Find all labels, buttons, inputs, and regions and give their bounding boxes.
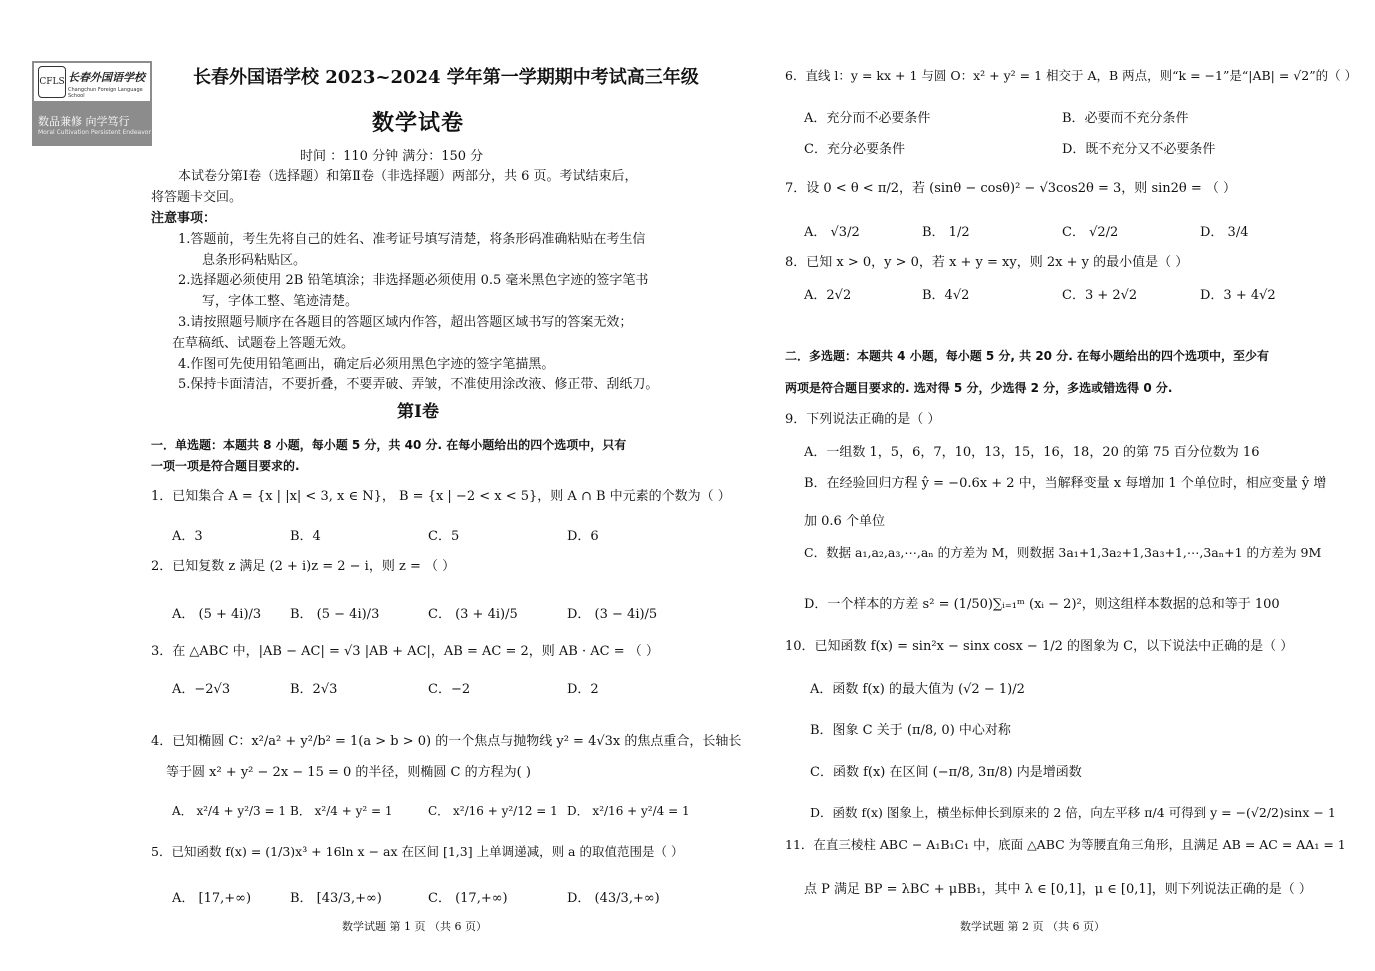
logo-motto-en: Moral Cultivation Persistent Endeavor (38, 129, 151, 136)
q1-option-d: D．6 (567, 529, 599, 544)
q7-stem: 7．设 0 < θ < π/2，若 (sinθ − cosθ)² − √3cos2θ = 3，则 sin2θ = （ ） (785, 181, 1237, 196)
q4-option-d: D． x²/16 + y²/4 = 1 (567, 804, 690, 818)
q5-stem: 5．已知函数 f(x) = (1/3)x³ + 16ln x − ax 在区间 [1,3] 上单调递减，则 a 的取值范围是（ ） (151, 844, 684, 859)
q4-stem-1: 4．已知椭圆 C：x²/a² + y²/b² = 1(a > b > 0) 的一个焦点与抛物线 y² = 4√3x 的焦点重合，长轴长 (151, 734, 742, 749)
q3-option-a: A．−2√3 (172, 682, 231, 697)
q9-stem: 9．下列说法正确的是（ ） (785, 412, 941, 427)
q4-option-b: B． x²/4 + y² = 1 (290, 804, 393, 818)
logo-header (34, 63, 150, 101)
q10-option-b: B．图象 C 关于 (π/8, 0) 中心对称 (810, 723, 1011, 738)
q9-option-b-1: B．在经验回归方程 ŷ = −0.6x + 2 中，当解释变量 x 每增加 1 个单位时，相应变量 ŷ 增 (804, 476, 1327, 491)
q4-option-c: C． x²/16 + y²/12 = 1 (428, 804, 558, 818)
q7-option-a: A． √3/2 (804, 225, 860, 240)
section2-head-2: 两项是符合题目要求的. 选对得 5 分，少选得 2 分，多选或错选得 0 分. (785, 381, 1173, 395)
exam-title: 长春外国语学校 2023~2024 学年第一学期期中考试高三年级 (193, 67, 699, 88)
q8-stem: 8．已知 x > 0，y > 0，若 x + y = xy，则 2x + y 的最小值是（ ） (785, 255, 1189, 270)
section1-head-2: 一项一项是符合题目要求的. (151, 459, 300, 473)
time-info: 时间 ：110 分钟 满分：150 分 (300, 149, 484, 164)
intro-line-2: 将答题卡交回。 (151, 190, 243, 205)
q10-stem: 10．已知函数 f(x) = sin²x − sinx cosx − 1/2 的图象为 C，以下说法中正确的是（ ） (785, 639, 1294, 654)
notice-1a: 1.答题前，考生先将自己的姓名、准考证号填写清楚，将条形码准确粘贴在考生信 (178, 232, 646, 247)
volume-title: 第Ⅰ卷 (397, 402, 439, 422)
footer-page-2: 数学试题 第 2 页 （共 6 页） (960, 920, 1105, 933)
q5-option-c: C． (17,+∞) (428, 891, 508, 906)
q6-option-b: B．必要而不充分条件 (1062, 111, 1189, 126)
q7-option-b: B． 1/2 (922, 225, 970, 240)
q9-option-a: A．一组数 1，5，6，7，10，13，15，16，18，20 的第 75 百分位数为 16 (804, 445, 1260, 460)
q8-option-c: C．3 + 2√2 (1062, 288, 1138, 303)
q6-option-c: C．充分必要条件 (804, 142, 905, 157)
q5-option-a: A． [17,+∞) (172, 891, 252, 906)
q3-option-d: D．2 (567, 682, 599, 697)
q2-stem: 2．已知复数 z 满足 (2 + i)z = 2 − i，则 z = （ ） (151, 559, 456, 574)
q3-option-b: B．2√3 (290, 682, 338, 697)
notice-4: 4.作图可先使用铅笔画出，确定后必须用黑色字迹的签字笔描黑。 (178, 357, 555, 372)
notice-2b: 写，字体工整、笔迹清楚。 (202, 294, 359, 309)
intro-line-1: 本试卷分第Ⅰ卷（选择题）和第Ⅱ卷（非选择题）两部分，共 6 页。考试结束后， (178, 169, 638, 184)
q7-option-c: C． √2/2 (1062, 225, 1119, 240)
school-logo (32, 61, 152, 146)
notice-2a: 2.选择题必须使用 2B 铅笔填涂；非选择题必须使用 0.5 毫米黑色字迹的签字笔书 (178, 273, 649, 288)
school-seal-icon: CFLS (38, 66, 66, 98)
notice-3a: 3.请按照题号顺序在各题目的答题区域内作答，超出答题区域书写的答案无效； (178, 315, 633, 330)
section2-head-1: 二．多选题：本题共 4 小题，每小题 5 分, 共 20 分. 在每小题给出的四个选项中，至少有 (785, 349, 1269, 363)
logo-school-name-en: Changchun Foreign Language School (68, 87, 143, 99)
q10-option-c: C．函数 f(x) 在区间 (−π/8, 3π/8) 内是增函数 (810, 765, 1082, 780)
notice-5: 5.保持卡面清洁，不要折叠，不要弄破、弄皱，不准使用涂改液、修正带、刮纸刀。 (178, 377, 659, 392)
q1-stem: 1．已知集合 A = {x | |x| < 3, x ∈ N}， B = {x | −2 < x < 5}，则 A ∩ B 中元素的个数为（ ） (151, 489, 731, 504)
footer-page-1: 数学试题 第 1 页 （共 6 页） (342, 920, 487, 933)
q8-option-b: B．4√2 (922, 288, 970, 303)
q10-option-d: D．函数 f(x) 图象上，横坐标伸长到原来的 2 倍，向左平移 π/4 可得到 y = −(√2/2)sinx − 1 (810, 805, 1336, 820)
subject-title: 数学试卷 (372, 110, 465, 136)
q9-option-b-2: 加 0.6 个单位 (804, 514, 885, 529)
logo-motto: 数品兼修 向学笃行 (38, 115, 130, 128)
q1-option-a: A．3 (172, 529, 203, 544)
q3-stem: 3．在 △ABC 中，|AB − AC| = √3 |AB + AC|，AB = AC = 2，则 AB · AC = （ ） (151, 644, 659, 659)
q2-option-c: C． (3 + 4i)/5 (428, 607, 518, 622)
q1-option-c: C．5 (428, 529, 460, 544)
q3-option-c: C．−2 (428, 682, 471, 697)
q6-option-a: A．充分而不必要条件 (804, 111, 931, 126)
q10-option-a: A．函数 f(x) 的最大值为 (√2 − 1)/2 (810, 682, 1025, 697)
q7-option-d: D． 3/4 (1200, 225, 1249, 240)
notice-3b: 在草稿纸、试题卷上答题无效。 (172, 336, 355, 351)
notice-1b: 息条形码粘贴区。 (202, 253, 307, 268)
q2-option-b: B． (5 − 4i)/3 (290, 607, 380, 622)
q6-option-d: D．既不充分又不必要条件 (1062, 142, 1216, 157)
q2-option-a: A． (5 + 4i)/3 (172, 607, 262, 622)
section1-head-1: 一．单选题：本题共 8 小题，每小题 5 分，共 40 分. 在每小题给出的四个选项中，只有 (151, 438, 627, 452)
logo-school-name: 长春外国语学校 (68, 71, 145, 84)
q4-stem-2: 等于圆 x² + y² − 2x − 15 = 0 的半径，则椭圆 C 的方程为( ) (166, 765, 531, 780)
q2-option-d: D． (3 − 4i)/5 (567, 607, 658, 622)
q1-option-b: B．4 (290, 529, 321, 544)
q8-option-d: D．3 + 4√2 (1200, 288, 1276, 303)
q6-stem: 6．直线 l：y = kx + 1 与圆 O：x² + y² = 1 相交于 A，B 两点，则“k = −1”是“|AB| = √2”的（ ） (785, 68, 1358, 83)
q9-option-d: D．一个样本的方差 s² = (1/50)∑ᵢ₌₁ᵐ (xᵢ − 2)²，则这组样本数据的总和等于 100 (804, 597, 1280, 612)
q11-stem-1: 11．在直三棱柱 ABC − A₁B₁C₁ 中，底面 △ABC 为等腰直角三角形，且满足 AB = AC = AA₁ = 1 (785, 837, 1346, 852)
q11-stem-2: 点 P 满足 BP = λBC + μBB₁，其中 λ ∈ [0,1]，μ ∈ [0,1]，则下列说法正确的是（ ） (804, 882, 1312, 897)
q8-option-a: A．2√2 (804, 288, 852, 303)
notice-title: 注意事项： (151, 211, 217, 226)
q9-option-c: C．数据 a₁,a₂,a₃,⋯,aₙ 的方差为 M，则数据 3a₁+1,3a₂+1,3a₃+1,⋯,3aₙ+1 的方差为 9M (804, 545, 1322, 560)
q4-option-a: A． x²/4 + y²/3 = 1 (172, 804, 287, 818)
q5-option-d: D． (43/3,+∞) (567, 891, 660, 906)
q5-option-b: B． [43/3,+∞) (290, 891, 382, 906)
